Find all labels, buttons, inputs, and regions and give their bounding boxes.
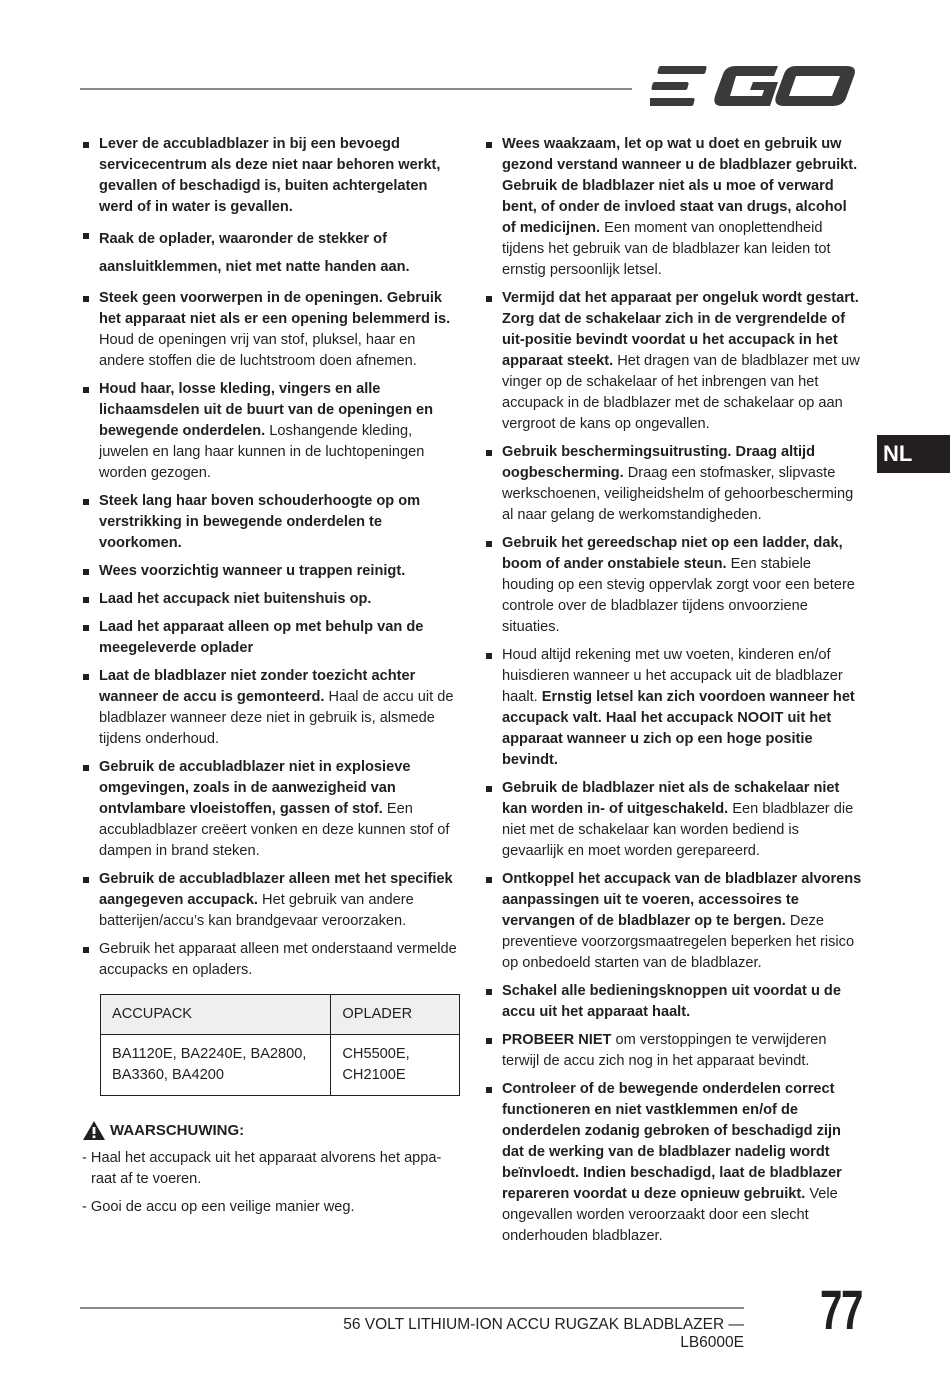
table-row [101,1035,460,1096]
table-cell-chargers: CH5500E, CH2100E [331,1035,460,1096]
safety-item [485,442,863,526]
safety-item [82,869,462,932]
accupack-table [100,994,460,1096]
language-tab: NL [877,435,950,473]
warning-line: - Haal het accupack uit het apparaat alvorens het appa-raat af te voeren. [82,1150,442,1187]
item-bold: Laad het apparaat alleen op met behulp van de meegeleverde oplader [99,619,424,656]
safety-item [485,981,863,1023]
safety-item [82,666,462,750]
item-text: Gebruik het apparaat alleen met onderstaand vermelde accupacks en opladers. [99,941,457,978]
item-text: Deze preventieve voorzorgsmaatregelen beperken het risico op onbedoeld starten van de bladblazer. [502,913,855,971]
item-text: Een moment van onoplettendheid tijdens het gebruik van de bladblazer kan leiden tot ernstig persoonlijk letsel. [502,220,831,278]
item-bold: Controleer of de bewegende onderdelen correct functioneren en niet vastklemmen en/of de onderdelen zodanig gebroken of beschadigd zijn dat de werking van de bladblazer nadelig wordt beïnvloedt. Indien beschadigd, laat de bladblazer repareren voordat u deze opnieuw gebruikt. [502,1081,842,1202]
right-column [485,134,863,1254]
warning-heading [82,1120,462,1141]
item-bold-2: Ernstig letsel kan zich voordoen wanneer het accupack valt. Haal het accupack NOOIT uit het apparaat wanneer u zich op een hoge positie bevindt. [502,689,855,768]
item-bold: Gebruik de bladblazer niet als de schakelaar niet kan worden in- of uitgeschakeld. [502,780,840,817]
item-text: Een accubladblazer creëert vonken en deze kunnen stof of dampen in brand steken. [99,801,450,859]
safety-item [82,589,462,610]
footer-title: 56 VOLT LITHIUM-ION ACCU RUGZAK BLADBLAZER — LB6000E [343,1316,744,1351]
warning-triangle-icon [82,1120,106,1141]
safety-item [82,561,462,582]
item-text: Houd de openingen vrij van stof, pluksel, haar en andere stoffen die de luchtstroom doen afnemen. [99,332,417,369]
item-bold: Gebruik beschermingsuitrusting. Draag altijd oogbescherming. [502,444,816,481]
safety-item [485,134,863,281]
item-bold: Raak de oplader, waaronder de stekker of aansluitklemmen, niet met natte handen aan. [99,231,410,275]
warning-line: - Gooi de accu op een veilige manier weg. [82,1199,355,1215]
item-bold: Laad het accupack niet buitenshuis op. [99,591,372,607]
item-text: Het gebruik van andere batterijen/accu’s kan brandgevaar veroorzaken. [99,892,414,929]
item-bold: Vermijd dat het apparaat per ongeluk wordt gestart. Zorg dat de schakelaar zich in de vergrendelde of uit-positie bevindt voordat u het accupack in het apparaat steekt. [502,290,859,369]
safety-item [485,1079,863,1247]
safety-item [82,288,462,372]
item-text: Een bladblazer die niet met de schakelaar kan worden bediend is gevaarlijk en moet worden gerepareerd. [502,801,854,859]
left-column [82,134,462,1218]
safety-item [82,491,462,554]
item-bold: Gebruik het gereedschap niet op een ladder, dak, boom of ander onstabiele steun. [502,535,843,572]
safety-item [82,757,462,862]
table-header-row [101,995,460,1035]
item-text: Draag een stofmasker, slipvaste werkschoenen, veiligheidshelm of gehoorbescherming al naar gelang de werkomstandigheden. [502,465,854,523]
item-text: Haal de accu uit de bladblazer wanneer deze niet in gebruik is, alsmede tijdens onderhoud. [99,689,454,747]
item-bold: Steek geen voorwerpen in de openingen. Gebruik het apparaat niet als er een opening belemmerd is. [99,290,451,327]
item-text: om verstoppingen te verwijderen terwijl de accu zich nog in het apparaat bevindt. [502,1032,827,1069]
item-text: Vele ongevallen worden veroorzaakt door een slecht onderhouden bladblazer. [502,1186,838,1244]
item-bold: Laat de bladblazer niet zonder toezicht achter wanneer de accu is gemonteerd. [99,668,416,705]
item-text: Een stabiele houding op een stevig oppervlak zorgt voor een betere controle over de bladblazer tijdens onvoorziene situaties. [502,556,855,635]
safety-item [82,379,462,484]
safety-item [485,533,863,638]
item-text: Het dragen van de bladblazer met uw vinger op de schakelaar of het inbrengen van het accupack in de bladblazer met de schakelaar op aan vergroot de kans op ongevallen. [502,353,860,432]
ego-logo [650,62,862,114]
table-cell-accupacks: BA1120E, BA2240E, BA2800, BA3360, BA4200 [101,1035,331,1096]
safety-item [82,134,462,218]
safety-item [82,939,462,981]
item-bold: Schakel alle bedieningsknoppen uit voordat u de accu uit het apparaat haalt. [502,983,841,1020]
table-header-oplader: OPLADER [331,995,460,1035]
warning-title: WAARSCHUWING: [110,1122,245,1139]
safety-item [485,869,863,974]
footer-rule [80,1307,744,1309]
page-number: 77 [820,1278,862,1341]
table-header-accupack: ACCUPACK [101,995,331,1035]
item-bold: Wees waakzaam, let op wat u doet en gebruik uw gezond verstand wanneer u de bladblazer gebruikt. Gebruik de bladblazer niet als u moe of verward bent, of onder de invloed staat van drugs, alcohol of medicijnen. [502,136,858,236]
safety-item [485,288,863,435]
item-bold: Gebruik de accubladblazer niet in explosieve omgevingen, zoals in de aanwezigheid van ontvlambare vloeistoffen, gassen of stof. [99,759,411,817]
header-rule [80,88,632,90]
item-text: Loshangende kleding, juwelen en lang haar kunnen in de luchtopeningen worden gezogen. [99,423,425,481]
safety-item [82,225,462,281]
safety-item [485,1030,863,1072]
item-text: Houd altijd rekening met uw voeten, kinderen en/of huisdieren wanneer u het accupack uit de bladblazer haalt. [502,647,843,705]
item-bold: Lever de accubladblazer in bij een bevoegd servicecentrum als deze niet naar behoren werkt, gevallen of beschadigd is, buiten achtergelaten werd of in water is gevallen. [99,136,441,215]
item-bold: Gebruik de accubladblazer alleen met het specifiek aangegeven accupack. [99,871,453,908]
item-bold: Ontkoppel het accupack van de bladblazer alvorens aanpassingen uit te voeren, accessoires te vervangen of de bladblazer op te bergen. [502,871,862,929]
item-bold: Wees voorzichtig wanneer u trappen reinigt. [99,563,406,579]
safety-item [485,778,863,862]
safety-item [485,645,863,771]
item-bold: PROBEER NIET [502,1032,612,1048]
item-bold: Steek lang haar boven schouderhoogte op om verstrikking in bewegende onderdelen te voorkomen. [99,493,421,551]
item-bold: Houd haar, losse kleding, vingers en alle lichaamsdelen uit de buurt van de openingen en bewegende onderdelen. [99,381,434,439]
safety-item [82,617,462,659]
